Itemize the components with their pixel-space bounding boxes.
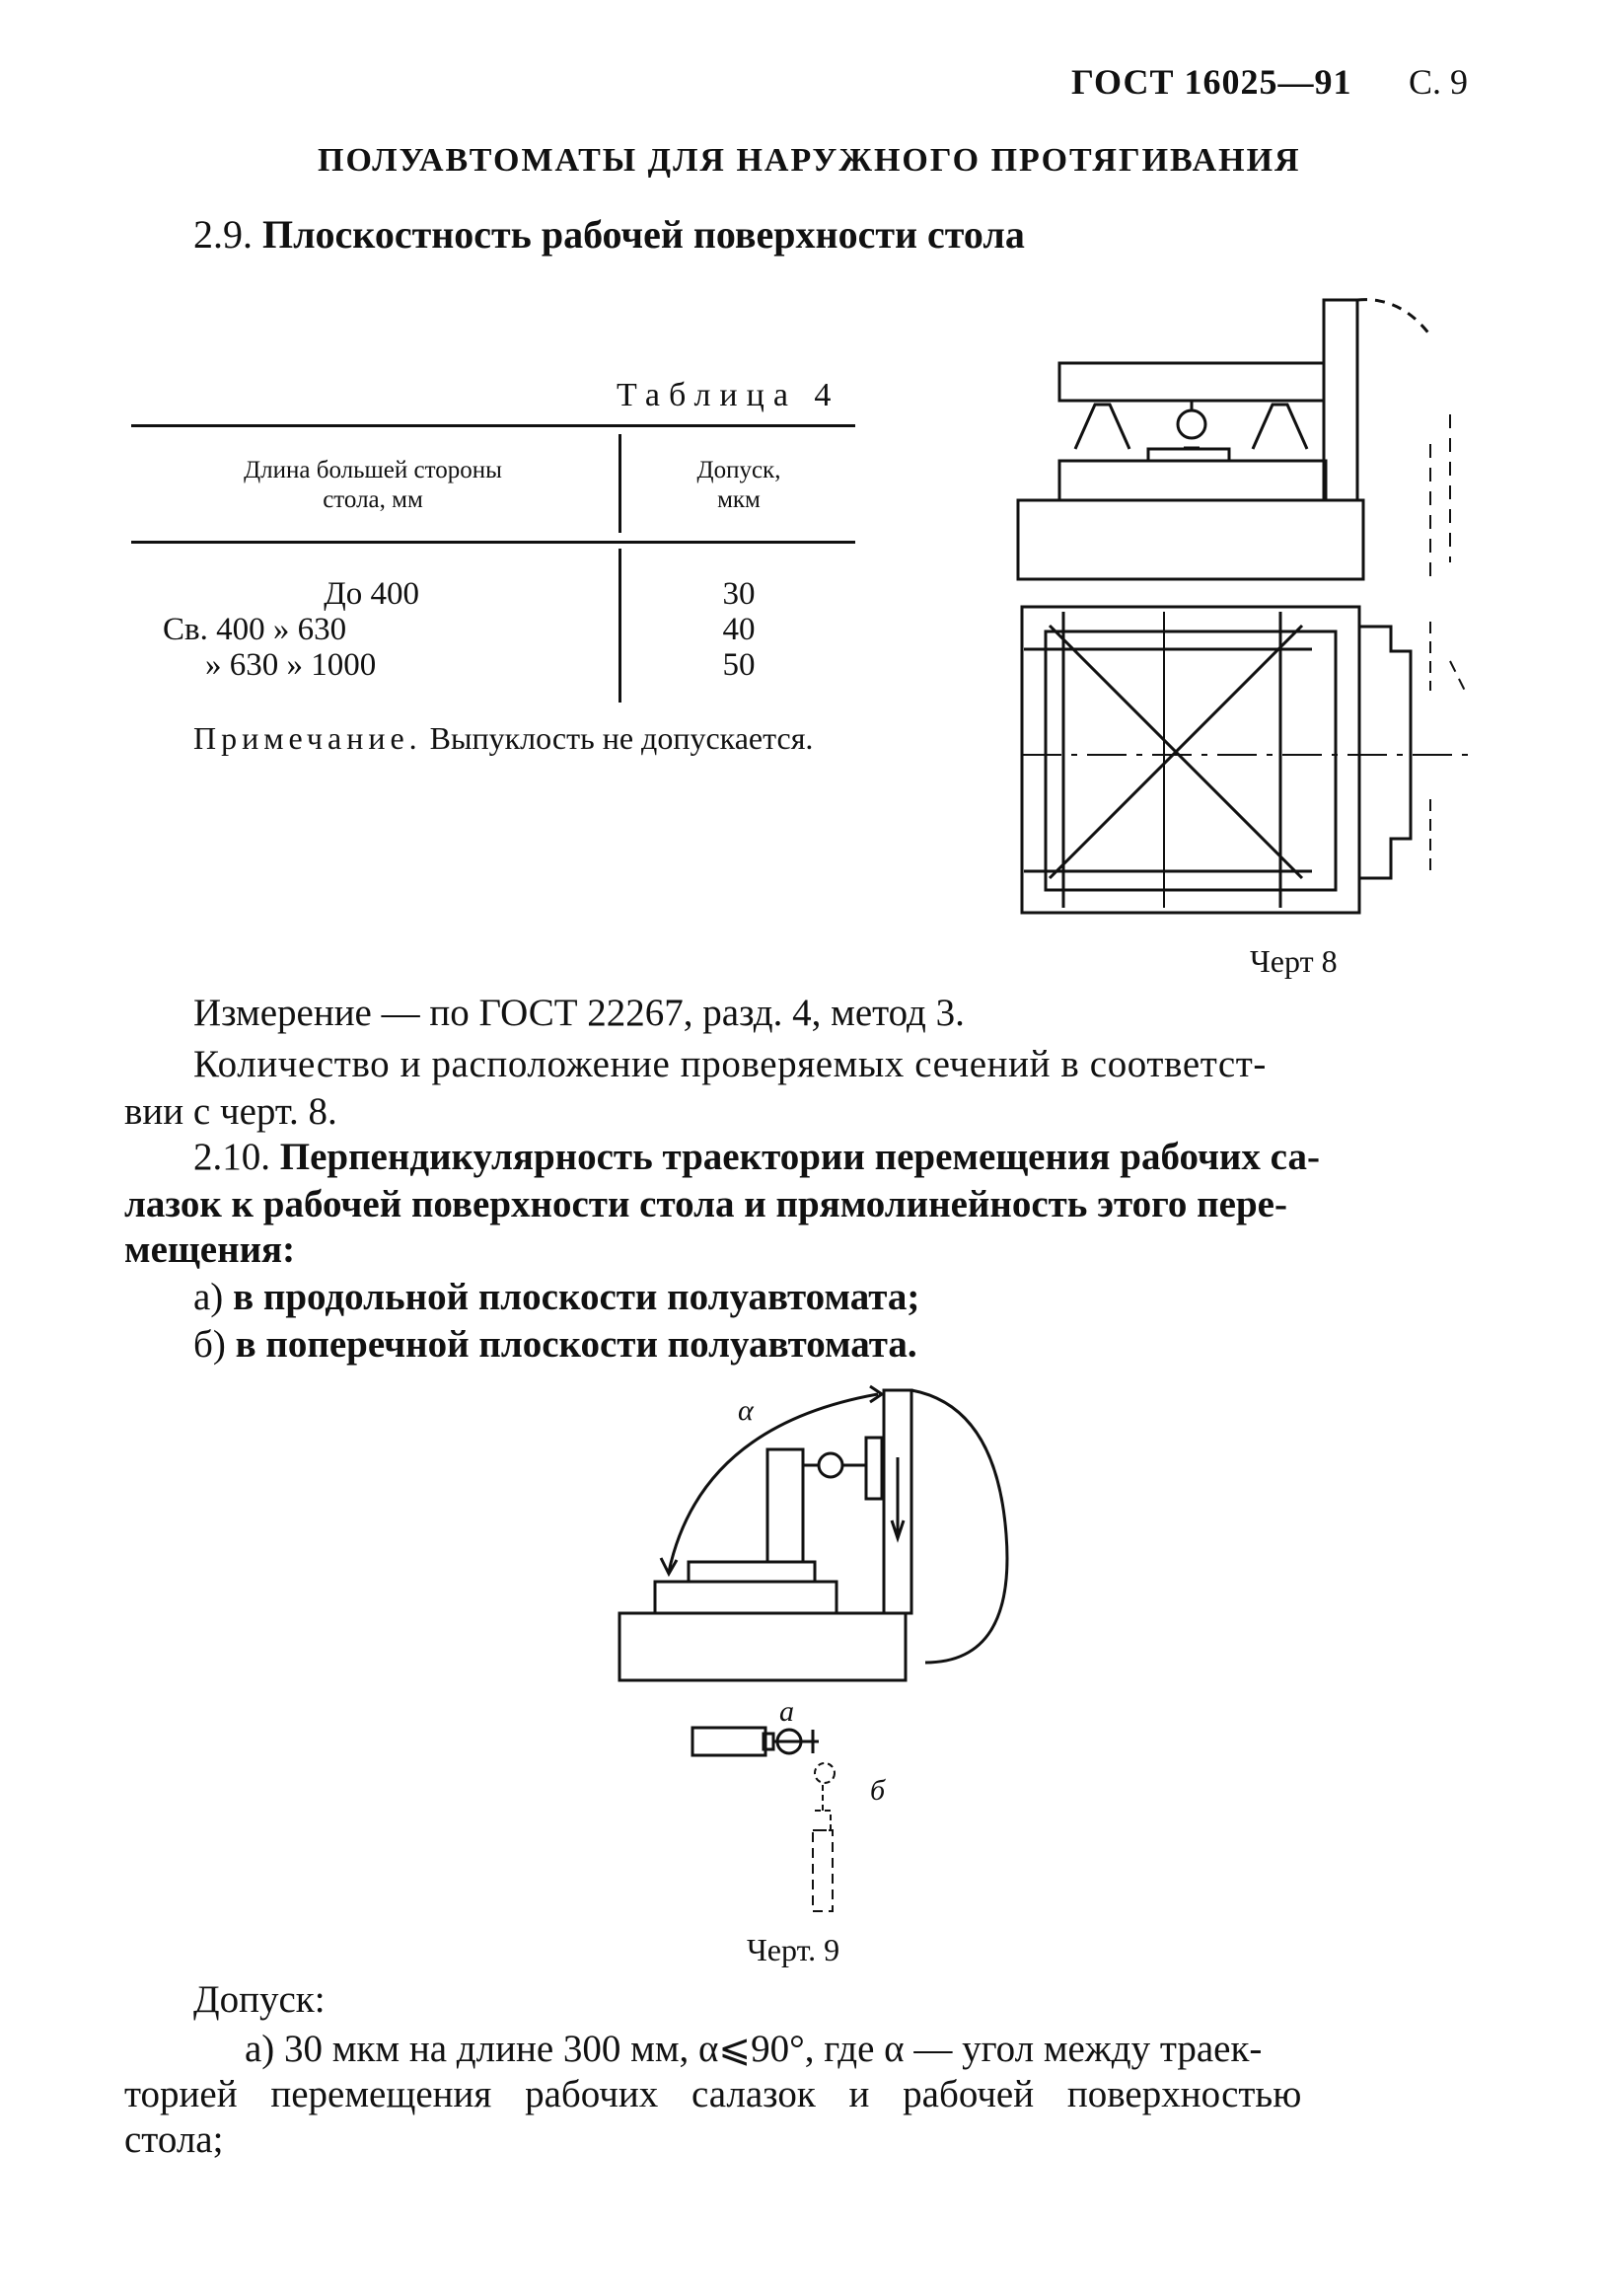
clause-title-line: лазок к рабочей поверхности стола и прямолинейность этого пере- [124, 1183, 1287, 1225]
clause-2-10-heading [193, 1135, 1495, 1180]
probe-body [692, 1728, 765, 1755]
clause-title-line: Перпендикулярность траектории перемещения рабочих са- [279, 1136, 1320, 1178]
indicator-base [1148, 449, 1229, 461]
angle-arc [669, 1394, 878, 1572]
support-right [1253, 405, 1307, 449]
tolerance-title: Допуск: [193, 1978, 326, 2021]
table-body-divider [619, 549, 621, 703]
slide-outline [1359, 627, 1411, 878]
dial-indicator-icon [819, 1453, 842, 1477]
table-row-range: Св. 400 » 630 [163, 612, 347, 647]
figure-9-drawing [612, 1367, 1026, 1919]
header-line: Допуск, [696, 457, 781, 483]
header-line: Длина большей стороны [244, 457, 502, 483]
tolerance-line: а) 30 мкм на длине 300 мм, α⩽90°, где α — угол между траек- [245, 2028, 1263, 2070]
item-text: в поперечной плоскости полуавтомата. [235, 1323, 917, 1366]
table-row-tolerance: 30 [722, 576, 756, 612]
support-left [1075, 405, 1129, 449]
square-upright [767, 1449, 803, 1562]
straightedge [1059, 363, 1324, 401]
machine-housing-outline [911, 1390, 1007, 1663]
angle-label: α [738, 1394, 754, 1427]
item-label: б) [193, 1323, 226, 1366]
item-label: а) [193, 1276, 224, 1318]
section-title: ПОЛУАВТОМАТЫ ДЛЯ НАРУЖНОГО ПРОТЯГИВАНИЯ [318, 142, 1301, 179]
tolerance-line: стола; [124, 2118, 224, 2161]
probe-alt-position [813, 1830, 833, 1911]
note-label: Примечание. [193, 720, 422, 756]
table-block [1059, 461, 1326, 500]
header-line: стола, мм [323, 486, 423, 513]
clause-title: Плоскостность рабочей поверхности стола [262, 212, 1025, 257]
table-row-range: До 400 [324, 576, 419, 612]
clause-title-line: мещения: [124, 1228, 296, 1271]
figure-9-caption: Черт. 9 [747, 1932, 840, 1967]
clause-number: 2.10. [193, 1136, 270, 1178]
table-block [655, 1582, 837, 1613]
table-row-range: » 630 » 1000 [205, 647, 377, 683]
clause-number: 2.9. [193, 212, 253, 257]
note-text: Выпуклость не допускается. [429, 720, 814, 756]
column [1324, 300, 1357, 500]
label-b: б [870, 1774, 886, 1807]
column-outline [1357, 300, 1430, 335]
page-number: С. 9 [1409, 62, 1469, 102]
table-note [193, 718, 852, 758]
table-caption: Таблица 4 [617, 377, 840, 413]
table-header-rule [131, 541, 855, 544]
clause-item-a [193, 1275, 1476, 1320]
tolerance-line: торией перемещения рабочих салазок и рабочей поверхностью [124, 2073, 1302, 2115]
machine-bed [1018, 500, 1363, 579]
item-text: в продольной плоскости полуавтомата; [233, 1276, 920, 1318]
standard-number: ГОСТ 16025—91 [1071, 62, 1352, 102]
label-a: а [779, 1695, 794, 1728]
table-row-tolerance: 50 [722, 647, 756, 683]
measurement-line: вии с черт. 8. [124, 1090, 337, 1133]
measurement-line: Количество и расположение проверяемых сечений в соответст- [193, 1043, 1267, 1085]
clause-item-b [193, 1322, 1476, 1368]
header-line: мкм [717, 486, 761, 513]
table-row-tolerance: 40 [722, 612, 756, 647]
machine-bed [619, 1613, 906, 1680]
table-header-tolerance [623, 456, 854, 515]
plan-table-outline [1046, 631, 1336, 890]
square-base [689, 1562, 815, 1582]
dial-indicator-icon [1178, 410, 1205, 438]
table-header-length [131, 456, 615, 515]
table-top-rule [131, 424, 855, 427]
figure-8-drawing [1016, 286, 1480, 937]
plan-view-frame [1022, 607, 1359, 913]
measurement-line: Измерение — по ГОСТ 22267, разд. 4, метод 3. [193, 992, 965, 1034]
table-header-divider [619, 434, 621, 533]
clause-2-9-heading [193, 211, 1025, 258]
indicator-holder [866, 1438, 882, 1499]
figure-8-caption: Черт 8 [1250, 943, 1338, 979]
